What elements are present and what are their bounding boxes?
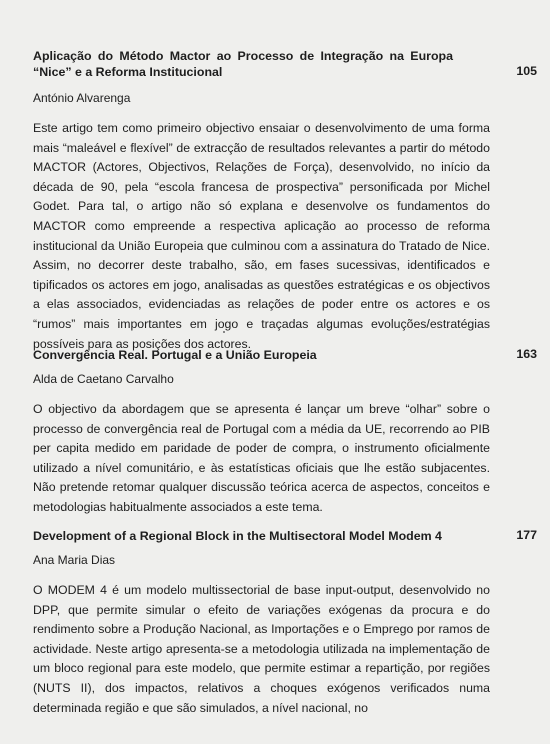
article-abstract: O objectivo da abordagem que se apresenta é lançar um breve “olhar” sobre o processo de convergência real de Portugal com a média da UE, recorrendo ao PIB per capita medido em paridade de poder de compra, o instrumento oficialmente utilizado a nível comunitário, e às estatísticas oficiais que lhe estão subjacentes. Não pretende retomar qualquer discussão teórica acerca de aspectos, conceitos e metodologias habitualmente associados a este tema. <box>33 402 490 514</box>
speck <box>223 331 225 333</box>
article-title: Development of a Regional Block in the Multisectoral Model Modem 4 <box>33 529 442 543</box>
toc-entry <box>33 347 537 518</box>
page-number: 163 <box>516 347 537 361</box>
article-abstract: O MODEM 4 é um modelo multissectorial de base input-output, desenvolvido no DPP, que permite simular o efeito de variações exógenas da procura e do rendimento sobre a Produção Nacional, as Importações e o Emprego por ramos de actividade. Neste artigo apresenta-se a metodologia utilizada na implementação de um bloco regional para este modelo, que permite estimar a repartição, por regiões (NUTS II), dos impactos, relativos a choques exógenos verificados numa determinada região e que são simulados, a nível nacional, no <box>33 583 490 715</box>
article-author: Ana Maria Dias <box>33 553 116 567</box>
article-title: Aplicação do Método Mactor ao Processo de Integração na Europa “Nice” e a Reforma Institucional <box>33 49 453 79</box>
article-abstract: Este artigo tem como primeiro objectivo ensaiar o desenvolvimento de uma forma mais “maleável e flexível” de extracção de resultados relevantes a partir do método MACTOR (Actores, Objectivos, Relações de Força), desenvolvido, no início da década de 90, pela “escola francesa de prospectiva” personificada por Michel Godet. Para tal, o artigo não só explana e desenvolve os fundamentos do MACTOR como empreende a respectiva aplicação ao processo de reforma institucional da União Europeia que culminou com a assinatura do Tratado de Nice. Assim, no decorrer deste trabalho, são, em fases sucessivas, identificados e tipificados os actores em jogo, analisadas as questões estratégicas e os objectivos a elas associados, evidenciadas as relações de poder entre os actores e os “rumos” mais importantes em jogo e traçadas algumas evoluções/estratégias possíveis para as posições dos actores. <box>33 121 490 351</box>
page-number: 177 <box>516 528 537 542</box>
article-title: Convergência Real. Portugal e a União Europeia <box>33 348 317 362</box>
toc-entry <box>33 528 537 718</box>
page-number: 105 <box>516 64 537 78</box>
article-author: Alda de Caetano Carvalho <box>33 372 174 386</box>
article-author: António Alvarenga <box>33 91 131 105</box>
